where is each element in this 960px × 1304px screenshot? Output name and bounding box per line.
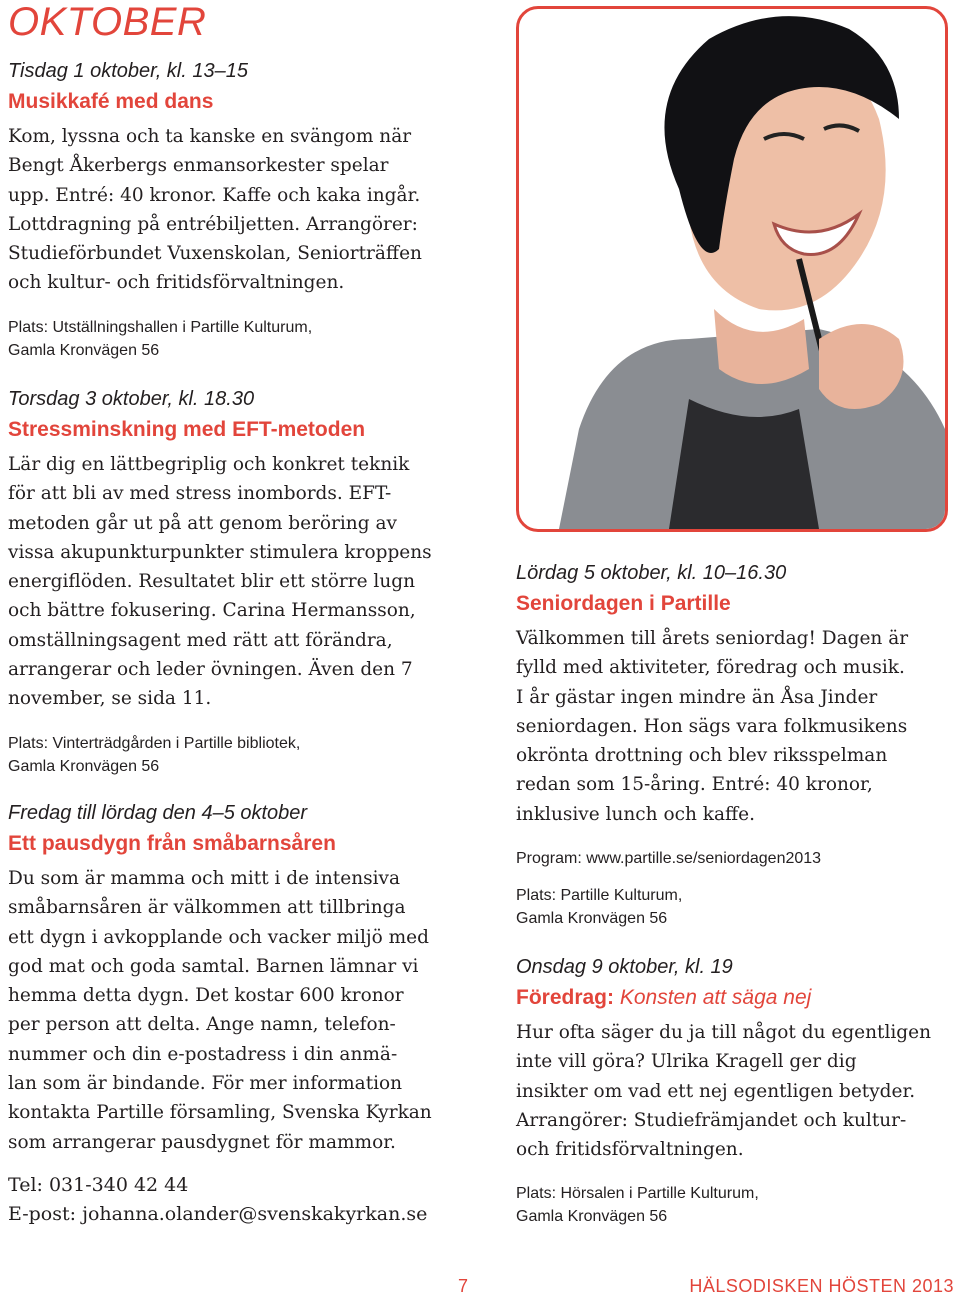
singer-photo <box>516 6 948 532</box>
event-musikkafe <box>8 58 488 362</box>
event-description: Välkommen till årets seniordag! Dagen är fylld med aktiviteter, föredrag och musik. I år gästar ingen mindre än Åsa Jinder seniordagen. Hon sägs vara folkmusikens okrönta drottning och blev riksspelman redan som 15-åring. Entré: 40 kronor, inklusive lunch och kaffe. <box>516 628 909 825</box>
event-contact: Tel: 031-340 42 44 E-post: johanna.olander@svenskakyrkan.se <box>8 1173 428 1225</box>
event-title: Seniordagen i Partille <box>516 592 731 615</box>
event-title-subtitle: Konsten att säga nej <box>619 986 812 1009</box>
event-eft <box>8 386 488 778</box>
event-place: Plats: Vinterträdgården i Partille bibliotek, Gamla Kronvägen 56 <box>8 734 301 775</box>
publication-name: HÄLSODISKEN HÖSTEN 2013 <box>689 1276 954 1296</box>
event-title <box>516 984 946 1012</box>
event-date: Torsdag 3 oktober, kl. 18.30 <box>8 388 255 410</box>
event-place: Plats: Partille Kulturum, Gamla Kronvägen 56 <box>516 887 683 928</box>
event-pausdygn <box>8 800 488 1229</box>
event-title: Musikkafé med dans <box>8 90 214 113</box>
page-number: 7 <box>458 1276 469 1296</box>
event-place: Plats: Utställningshallen i Partille Kulturum, Gamla Kronvägen 56 <box>8 318 313 359</box>
event-place: Plats: Hörsalen i Partille Kulturum, Gamla Kronvägen 56 <box>516 1185 759 1226</box>
event-title: Ett pausdygn från småbarnsåren <box>8 832 336 855</box>
event-title: Stressminskning med EFT-metoden <box>8 418 366 441</box>
event-foredrag <box>516 954 946 1228</box>
month-heading: OKTOBER <box>8 0 207 44</box>
event-description: Lär dig en lättbegriplig och konkret teknik för att bli av med stress inombords. EFT- metoden går ut på att genom beröring av vissa akupunkturpunkter stimulera kroppens energiflöden. Resultatet blir ett större lugn och bättre fokusering. Carina Hermansson, omställningsagent med rätt att förändra, arrangerar och leder övningen. Även den 7 november, se sida 11. <box>8 454 432 710</box>
event-date: Fredag till lördag den 4–5 oktober <box>8 802 308 824</box>
event-date: Lördag 5 oktober, kl. 10–16.30 <box>516 562 787 584</box>
page-footer <box>0 1276 960 1300</box>
singer-illustration <box>519 9 945 529</box>
event-date: Onsdag 9 oktober, kl. 19 <box>516 956 733 978</box>
event-seniordagen <box>516 560 946 930</box>
event-program: Program: www.partille.se/seniordagen2013 <box>516 850 822 868</box>
event-description: Du som är mamma och mitt i de intensiva småbarnsåren är välkommen att tillbringa ett dygn i avkopplande och vacker miljö med god mat och goda samtal. Barnen lämnar vi hemma detta dygn. Det kostar 600 kronor per person att delta. Ange namn, telefon- nummer och din e-postadress i din anmä- lan som är bindande. För mer information kontakta Partille församling, Svenska Kyrkan som arrangerar pausdygnet för mammor. <box>8 868 432 1153</box>
event-date: Tisdag 1 oktober, kl. 13–15 <box>8 60 248 82</box>
event-title-label: Föredrag: <box>516 986 615 1009</box>
event-description: Hur ofta säger du ja till något du egentligen inte vill göra? Ulrika Kragell ger dig insikter om vad ett nej egentligen betyder. Arrangörer: Studiefrämjandet och kultur- och fritidsförvaltningen. <box>516 1022 931 1161</box>
event-description: Kom, lyssna och ta kanske en svängom när Bengt Åkerbergs enmansorkester spelar upp. Entré: 40 kronor. Kaffe och kaka ingår. Lottdragning på entrébiljetten. Arrangörer: Studieförbundet Vuxenskolan, Seniorträffen och kultur- och fritidsförvaltningen. <box>8 126 422 294</box>
